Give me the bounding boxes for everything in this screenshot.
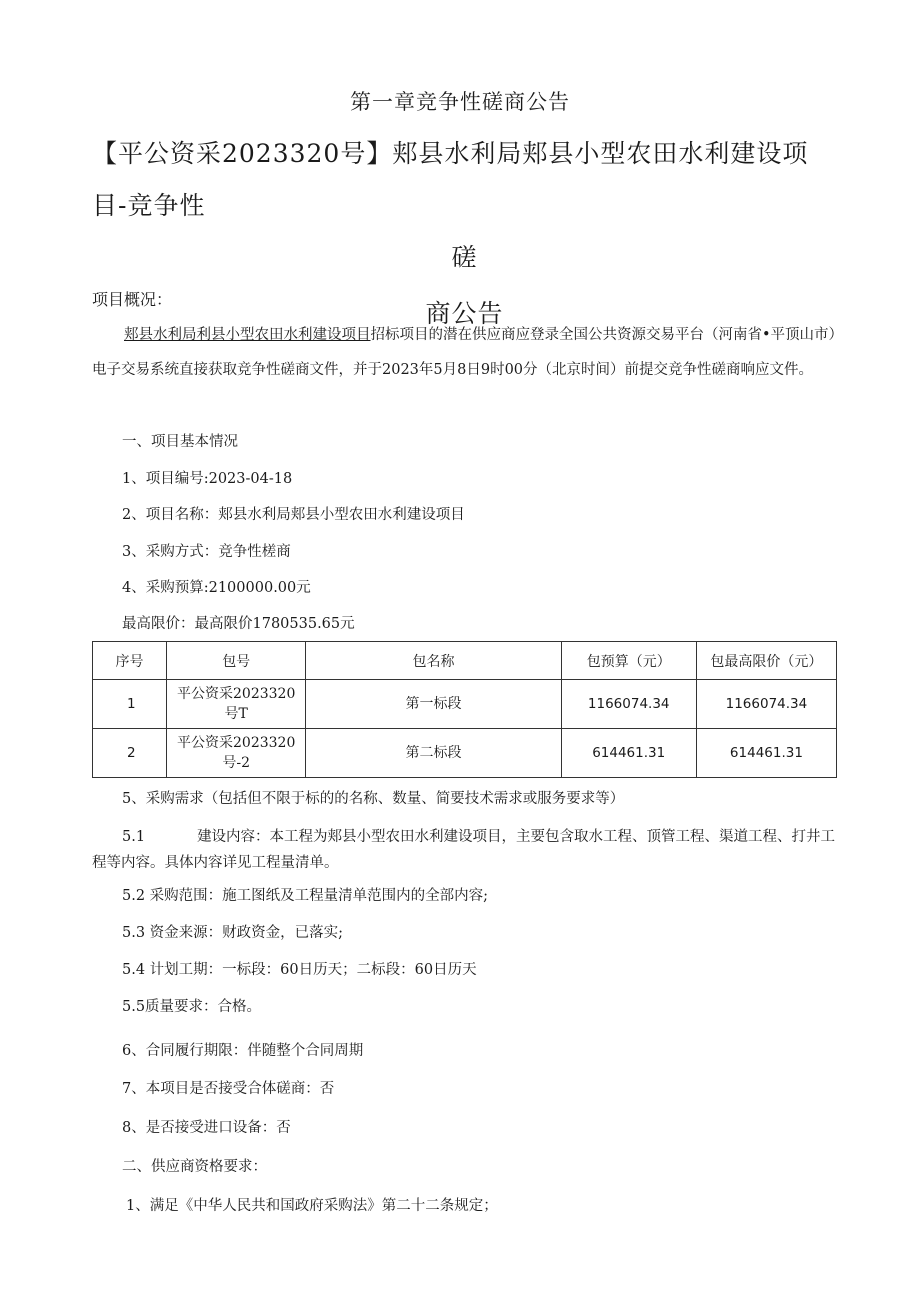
row-package-name: 第一标段 <box>306 680 561 729</box>
requirement-5-4: 5.4 计划工期：一标段：60日历天；二标段：60日历天 <box>122 962 477 978</box>
row-index: 1 <box>93 680 167 729</box>
row-package-no: 平公资采2023320号T <box>166 680 305 729</box>
title-line-2: 磋 <box>451 243 478 272</box>
row-package-budget: 614461.31 <box>561 729 696 778</box>
item-procurement-budget: 4、采购预算:2100000.00元 <box>122 580 311 596</box>
table-row <box>93 729 837 778</box>
row-package-limit: 614461.31 <box>696 729 836 778</box>
row-package-budget: 1166074.34 <box>561 680 696 729</box>
header-package-no: 包号 <box>166 642 305 680</box>
header-package-limit: 包最高限价（元） <box>696 642 836 680</box>
item-consortium: 7、本项目是否接受合体磋商：否 <box>122 1081 335 1097</box>
table-row <box>93 680 837 729</box>
requirement-5-2: 5.2 采购范围：施工图纸及工程量清单范围内的全部内容; <box>122 888 489 904</box>
section1-heading: 一、项目基本情况 <box>122 434 238 450</box>
requirement-5-3: 5.3 资金来源：财政资金，已落实; <box>122 925 344 941</box>
package-table <box>92 641 837 778</box>
intro-paragraph <box>92 318 840 388</box>
header-index: 序号 <box>93 642 167 680</box>
row-package-name: 第二标段 <box>306 729 561 778</box>
item-project-number: 1、项目编号:2023-04-18 <box>122 471 293 487</box>
requirement-5-1-number: 5.1 <box>122 829 146 845</box>
header-package-name: 包名称 <box>306 642 561 680</box>
requirement-5-5: 5.5质量要求：合格。 <box>122 999 262 1015</box>
max-price-line: 最高限价：最高限价1780535.65元 <box>122 616 355 632</box>
row-index: 2 <box>93 729 167 778</box>
item-project-name: 2、项目名称：郏县水利局郏县小型农田水利建设项目 <box>122 507 465 523</box>
section2-heading: 二、供应商资格要求： <box>122 1159 267 1175</box>
item-contract-period: 6、合同履行期限：伴随整个合同周期 <box>122 1043 364 1059</box>
requirement-5-1-text: 建设内容：本工程为郏县小型农田水利建设项目，主要包含取水工程、顶管工程、渠道工程、打井工程等内容。具体内容详见工程量清单。 <box>92 829 836 871</box>
row-package-no: 平公资采2023320号-2 <box>166 729 305 778</box>
item-imported-equipment: 8、是否接受进口设备：否 <box>122 1120 291 1136</box>
title-line-1: 【平公资采2023320号】郏县水利局郏县小型农田水利建设项目-竞争性 <box>92 139 809 220</box>
intro-text: 招标项目的潜在供应商应登录全国公共资源交易平台（河南省•平顶山市）电子交易系统直接获取竞争性磋商文件，并于2023年5月8日9时00分（北京时间）前提交竞争性磋商响应文件。 <box>92 327 836 378</box>
intro-project-name: 郏县水利局利县小型农田水利建设项目 <box>124 327 371 343</box>
chapter-heading: 第一章竞争性磋商公告 <box>350 90 570 114</box>
overview-label: 项目概况： <box>92 290 173 309</box>
row-package-limit: 1166074.34 <box>696 680 836 729</box>
requirement-5-1 <box>92 824 840 876</box>
item-procurement-method: 3、采购方式：竞争性槎商 <box>122 544 291 560</box>
qualification-item-1: 1、满足《中华人民共和国政府采购法》第二十二条规定； <box>126 1198 498 1214</box>
section5-heading: 5、采购需求（包括但不限于标的的名称、数量、简要技术需求或服务要求等） <box>122 791 625 807</box>
announcement-title <box>92 128 837 340</box>
header-package-budget: 包预算（元） <box>561 642 696 680</box>
title-line-3: 商公告 <box>425 299 504 328</box>
table-header-row <box>93 642 837 680</box>
